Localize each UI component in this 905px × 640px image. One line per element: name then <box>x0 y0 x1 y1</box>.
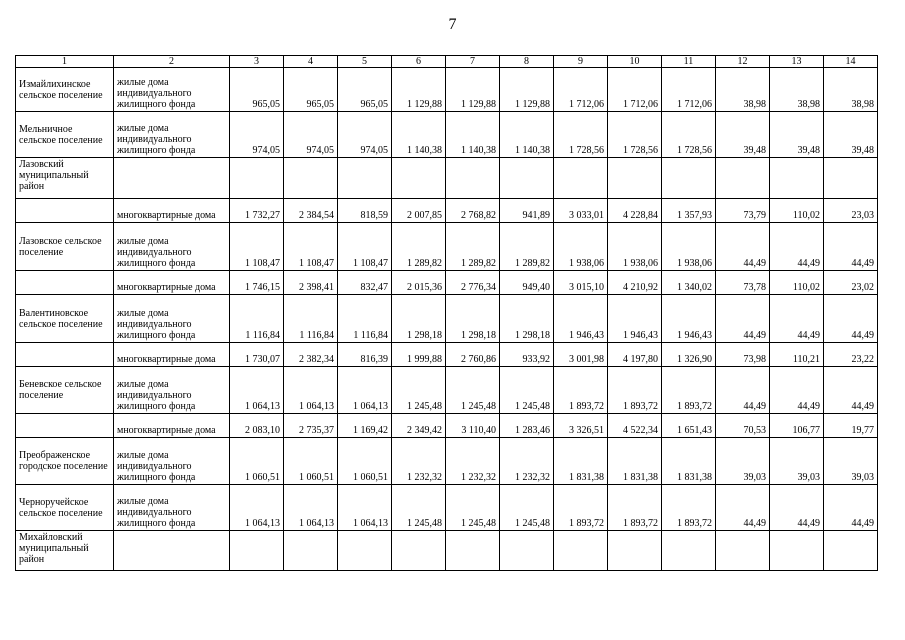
value-cell <box>446 158 500 199</box>
value-cell: 1 340,02 <box>662 271 716 295</box>
value-cell: 4 210,92 <box>608 271 662 295</box>
table-row <box>16 531 878 571</box>
value-cell: 106,77 <box>770 414 824 438</box>
column-number-row <box>16 56 878 68</box>
value-cell: 1 108,47 <box>338 223 392 271</box>
value-cell: 1 712,06 <box>662 68 716 112</box>
table-row <box>16 158 878 199</box>
value-cell: 1 893,72 <box>554 485 608 531</box>
column-number-cell: 13 <box>770 56 824 68</box>
value-cell: 73,98 <box>716 343 770 367</box>
value-cell: 1 129,88 <box>446 68 500 112</box>
housing-type-cell: жилые дома индивидуального жилищного фонда <box>114 112 230 158</box>
table-row <box>16 112 878 158</box>
value-cell: 1 129,88 <box>392 68 446 112</box>
housing-type-cell <box>114 158 230 199</box>
value-cell: 70,53 <box>716 414 770 438</box>
value-cell: 2 083,10 <box>230 414 284 438</box>
column-number-cell: 14 <box>824 56 878 68</box>
value-cell: 1 245,48 <box>392 367 446 414</box>
value-cell: 23,02 <box>824 271 878 295</box>
value-cell: 1 289,82 <box>392 223 446 271</box>
value-cell: 1 064,13 <box>230 367 284 414</box>
value-cell: 1 064,13 <box>284 485 338 531</box>
value-cell: 1 728,56 <box>662 112 716 158</box>
table-row <box>16 343 878 367</box>
value-cell: 1 289,82 <box>446 223 500 271</box>
value-cell: 44,49 <box>716 223 770 271</box>
value-cell: 3 033,01 <box>554 199 608 223</box>
value-cell: 2 007,85 <box>392 199 446 223</box>
value-cell: 1 298,18 <box>500 295 554 343</box>
housing-type-cell: многоквартирные дома <box>114 271 230 295</box>
value-cell: 2 398,41 <box>284 271 338 295</box>
value-cell: 38,98 <box>770 68 824 112</box>
housing-type-cell: жилые дома индивидуального жилищного фонда <box>114 485 230 531</box>
value-cell: 73,79 <box>716 199 770 223</box>
settlement-name-cell <box>16 199 114 223</box>
value-cell: 1 946,43 <box>662 295 716 343</box>
table-row <box>16 68 878 112</box>
value-cell: 1 064,13 <box>230 485 284 531</box>
housing-type-cell: жилые дома индивидуального жилищного фонда <box>114 68 230 112</box>
value-cell: 44,49 <box>716 295 770 343</box>
table-row <box>16 485 878 531</box>
value-cell: 4 522,34 <box>608 414 662 438</box>
value-cell: 19,77 <box>824 414 878 438</box>
value-cell <box>662 158 716 199</box>
value-cell: 1 728,56 <box>608 112 662 158</box>
settlement-name-cell <box>16 271 114 295</box>
value-cell: 2 349,42 <box>392 414 446 438</box>
housing-type-cell: жилые дома индивидуального жилищного фонда <box>114 223 230 271</box>
value-cell: 4 228,84 <box>608 199 662 223</box>
table-row <box>16 295 878 343</box>
value-cell: 38,98 <box>716 68 770 112</box>
value-cell: 1 064,13 <box>338 485 392 531</box>
settlement-name-cell: Мельничное сельское поселение <box>16 112 114 158</box>
value-cell: 2 015,36 <box>392 271 446 295</box>
value-cell <box>500 158 554 199</box>
settlement-name-cell: Лазовский муниципальный район <box>16 158 114 199</box>
value-cell: 1 169,42 <box>338 414 392 438</box>
housing-type-cell: многоквартирные дома <box>114 414 230 438</box>
column-number-cell: 8 <box>500 56 554 68</box>
value-cell: 1 232,32 <box>500 438 554 485</box>
value-cell: 39,48 <box>716 112 770 158</box>
value-cell: 1 232,32 <box>446 438 500 485</box>
value-cell: 1 245,48 <box>500 485 554 531</box>
value-cell: 1 298,18 <box>392 295 446 343</box>
value-cell: 1 946,43 <box>554 295 608 343</box>
value-cell: 39,48 <box>824 112 878 158</box>
value-cell: 44,49 <box>824 485 878 531</box>
value-cell <box>824 531 878 571</box>
value-cell: 965,05 <box>230 68 284 112</box>
housing-type-cell: многоквартирные дома <box>114 343 230 367</box>
value-cell: 974,05 <box>284 112 338 158</box>
settlement-name-cell: Преображенское городское поселение <box>16 438 114 485</box>
value-cell: 2 382,34 <box>284 343 338 367</box>
page-number: 7 <box>448 16 457 33</box>
value-cell: 39,03 <box>770 438 824 485</box>
tariff-table <box>15 55 878 571</box>
value-cell: 2 776,34 <box>446 271 500 295</box>
column-number-cell: 3 <box>230 56 284 68</box>
housing-type-cell: жилые дома индивидуального жилищного фонда <box>114 367 230 414</box>
value-cell: 1 140,38 <box>500 112 554 158</box>
value-cell <box>770 158 824 199</box>
value-cell: 3 001,98 <box>554 343 608 367</box>
value-cell: 1 108,47 <box>230 223 284 271</box>
value-cell: 1 893,72 <box>662 485 716 531</box>
value-cell <box>716 531 770 571</box>
value-cell <box>770 531 824 571</box>
column-number-cell: 12 <box>716 56 770 68</box>
value-cell: 2 768,82 <box>446 199 500 223</box>
value-cell: 2 735,37 <box>284 414 338 438</box>
value-cell: 1 712,06 <box>608 68 662 112</box>
value-cell: 1 938,06 <box>662 223 716 271</box>
value-cell: 44,49 <box>824 295 878 343</box>
value-cell: 1 245,48 <box>446 367 500 414</box>
value-cell: 1 064,13 <box>338 367 392 414</box>
value-cell: 965,05 <box>338 68 392 112</box>
value-cell: 974,05 <box>338 112 392 158</box>
settlement-name-cell: Михайловский муниципальный район <box>16 531 114 571</box>
value-cell: 1 831,38 <box>662 438 716 485</box>
value-cell: 1 060,51 <box>230 438 284 485</box>
value-cell: 3 110,40 <box>446 414 500 438</box>
value-cell: 44,49 <box>770 367 824 414</box>
value-cell: 949,40 <box>500 271 554 295</box>
value-cell <box>338 158 392 199</box>
housing-type-cell: жилые дома индивидуального жилищного фонда <box>114 438 230 485</box>
value-cell <box>716 158 770 199</box>
value-cell: 1 357,93 <box>662 199 716 223</box>
value-cell: 44,49 <box>770 223 824 271</box>
value-cell: 1 245,48 <box>446 485 500 531</box>
value-cell <box>230 531 284 571</box>
value-cell: 1 116,84 <box>230 295 284 343</box>
value-cell: 1 116,84 <box>338 295 392 343</box>
column-number-cell: 6 <box>392 56 446 68</box>
value-cell: 1 060,51 <box>338 438 392 485</box>
value-cell: 965,05 <box>284 68 338 112</box>
value-cell: 941,89 <box>500 199 554 223</box>
value-cell: 1 116,84 <box>284 295 338 343</box>
value-cell: 1 746,15 <box>230 271 284 295</box>
value-cell <box>392 158 446 199</box>
table-row <box>16 199 878 223</box>
value-cell: 39,03 <box>716 438 770 485</box>
value-cell <box>284 531 338 571</box>
value-cell <box>662 531 716 571</box>
value-cell: 1 732,27 <box>230 199 284 223</box>
value-cell: 1 831,38 <box>554 438 608 485</box>
value-cell: 1 326,90 <box>662 343 716 367</box>
value-cell: 3 015,10 <box>554 271 608 295</box>
settlement-name-cell: Валентиновское сельское поселение <box>16 295 114 343</box>
value-cell: 3 326,51 <box>554 414 608 438</box>
housing-type-cell: многоквартирные дома <box>114 199 230 223</box>
value-cell: 1 108,47 <box>284 223 338 271</box>
value-cell <box>500 531 554 571</box>
table-row <box>16 367 878 414</box>
value-cell: 1 289,82 <box>500 223 554 271</box>
value-cell: 1 245,48 <box>392 485 446 531</box>
table-row <box>16 414 878 438</box>
value-cell <box>338 531 392 571</box>
settlement-name-cell <box>16 414 114 438</box>
value-cell <box>230 158 284 199</box>
value-cell: 1 946,43 <box>608 295 662 343</box>
value-cell: 1 060,51 <box>284 438 338 485</box>
value-cell: 1 245,48 <box>500 367 554 414</box>
table-row <box>16 271 878 295</box>
value-cell: 1 893,72 <box>608 367 662 414</box>
value-cell <box>608 531 662 571</box>
value-cell: 38,98 <box>824 68 878 112</box>
settlement-name-cell: Черноручейское сельское поселение <box>16 485 114 531</box>
value-cell: 73,78 <box>716 271 770 295</box>
value-cell: 1 712,06 <box>554 68 608 112</box>
value-cell: 44,49 <box>716 485 770 531</box>
value-cell: 1 893,72 <box>554 367 608 414</box>
value-cell: 1 140,38 <box>446 112 500 158</box>
value-cell: 816,39 <box>338 343 392 367</box>
value-cell: 110,02 <box>770 199 824 223</box>
value-cell <box>608 158 662 199</box>
column-number-cell: 2 <box>114 56 230 68</box>
value-cell: 1 999,88 <box>392 343 446 367</box>
value-cell: 1 140,38 <box>392 112 446 158</box>
value-cell: 110,21 <box>770 343 824 367</box>
value-cell: 1 129,88 <box>500 68 554 112</box>
value-cell <box>284 158 338 199</box>
value-cell: 44,49 <box>716 367 770 414</box>
value-cell: 1 893,72 <box>662 367 716 414</box>
value-cell <box>554 531 608 571</box>
value-cell: 1 298,18 <box>446 295 500 343</box>
table-row <box>16 438 878 485</box>
value-cell: 39,03 <box>824 438 878 485</box>
value-cell: 1 283,46 <box>500 414 554 438</box>
value-cell <box>392 531 446 571</box>
column-number-cell: 4 <box>284 56 338 68</box>
value-cell: 1 938,06 <box>554 223 608 271</box>
value-cell <box>554 158 608 199</box>
housing-type-cell: жилые дома индивидуального жилищного фонда <box>114 295 230 343</box>
value-cell: 1 728,56 <box>554 112 608 158</box>
value-cell <box>446 531 500 571</box>
column-number-cell: 9 <box>554 56 608 68</box>
value-cell: 1 831,38 <box>608 438 662 485</box>
value-cell: 832,47 <box>338 271 392 295</box>
value-cell: 44,49 <box>770 295 824 343</box>
value-cell: 23,22 <box>824 343 878 367</box>
value-cell: 44,49 <box>770 485 824 531</box>
table-row <box>16 223 878 271</box>
value-cell: 4 197,80 <box>608 343 662 367</box>
value-cell: 44,49 <box>824 223 878 271</box>
value-cell: 1 064,13 <box>284 367 338 414</box>
value-cell: 1 232,32 <box>392 438 446 485</box>
settlement-name-cell: Беневское сельское поселение <box>16 367 114 414</box>
column-number-cell: 5 <box>338 56 392 68</box>
value-cell: 1 938,06 <box>608 223 662 271</box>
column-number-cell: 7 <box>446 56 500 68</box>
column-number-cell: 11 <box>662 56 716 68</box>
value-cell: 974,05 <box>230 112 284 158</box>
value-cell: 39,48 <box>770 112 824 158</box>
value-cell: 2 760,86 <box>446 343 500 367</box>
settlement-name-cell <box>16 343 114 367</box>
value-cell: 933,92 <box>500 343 554 367</box>
settlement-name-cell: Лазовское сельское поселение <box>16 223 114 271</box>
value-cell: 1 651,43 <box>662 414 716 438</box>
value-cell: 2 384,54 <box>284 199 338 223</box>
value-cell <box>824 158 878 199</box>
value-cell: 23,03 <box>824 199 878 223</box>
settlement-name-cell: Измайлихинское сельское поселение <box>16 68 114 112</box>
value-cell: 110,02 <box>770 271 824 295</box>
value-cell: 1 893,72 <box>608 485 662 531</box>
column-number-cell: 10 <box>608 56 662 68</box>
value-cell: 818,59 <box>338 199 392 223</box>
value-cell: 1 730,07 <box>230 343 284 367</box>
value-cell: 44,49 <box>824 367 878 414</box>
housing-type-cell <box>114 531 230 571</box>
column-number-cell: 1 <box>16 56 114 68</box>
